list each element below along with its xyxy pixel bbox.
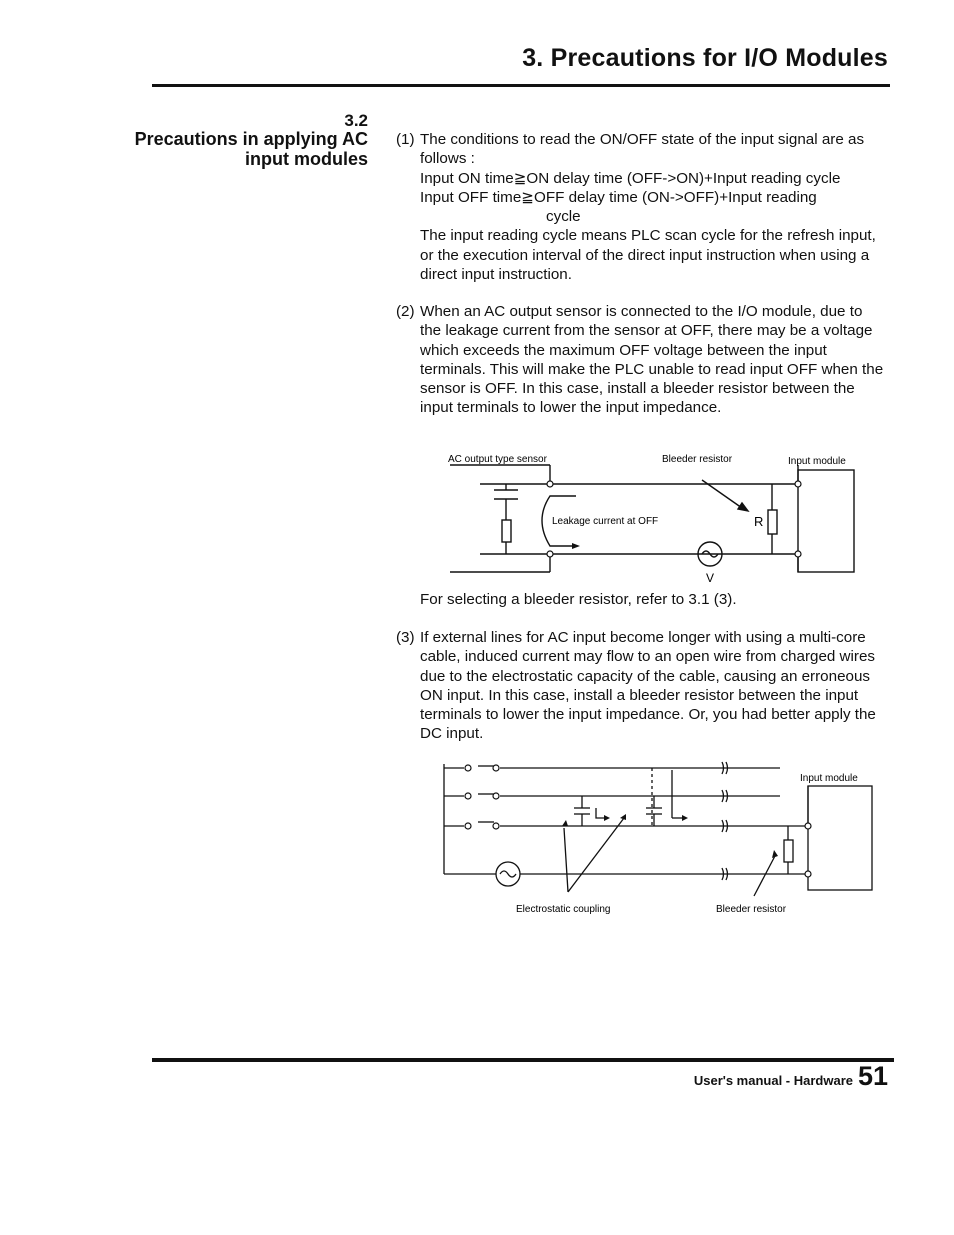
item-2: [396, 302, 886, 418]
leakage-label: Leakage current at OFF: [552, 516, 659, 527]
item-3: [396, 628, 886, 744]
item-number: (1): [396, 131, 415, 148]
electrostatic-coupling-diagram: [436, 756, 880, 920]
bleeder-label: Bleeder resistor: [662, 454, 733, 465]
coupling-label: Electrostatic coupling: [516, 904, 611, 915]
page-number: 51: [857, 1061, 888, 1091]
v-label: V: [706, 571, 715, 585]
bleeder-label-2: Bleeder resistor: [716, 904, 787, 915]
module-label-2: Input module: [800, 773, 858, 784]
footer-rule: [152, 1058, 894, 1062]
reference-text: For selecting a bleeder resistor, refer to 3.1 (3).: [420, 591, 737, 608]
leakage-circuit-diagram: [440, 448, 870, 588]
footer-label: User's manual - Hardware: [693, 1073, 853, 1088]
r-label: R: [754, 514, 764, 529]
item-number: (2): [396, 303, 415, 320]
header-rule: [152, 84, 890, 87]
item-1-note: The input reading cycle means PLC scan cycle for the refresh input, or the execution interval of the direct input instruction when using a direct input instruction.: [420, 227, 876, 284]
item-1: [396, 130, 886, 284]
sensor-label: AC output type sensor: [448, 454, 547, 465]
item-1-off-condition-cont: cycle: [546, 208, 581, 226]
chapter-title: 3. Precautions for I/O Modules: [522, 44, 888, 72]
item-2-text: When an AC output sensor is connected to the I/O module, due to the leakage current from the sensor at OFF, there may be a voltage which exceeds the maximum OFF voltage between the input terminals. This will make the PLC unable to read input OFF when the sensor is OFF. In this case, install a bleeder resistor between the input terminals to lower the input impedance.: [420, 303, 884, 417]
item-3-text: If external lines for AC input become longer with using a multi-core cable, induced current may flow to an open wire from charged wires due to the electrostatic capacity of the cable, causing an erroneous ON input. In this case, install a bleeder resistor between the input terminals to lower the input impedance. Or, you had better apply the DC input.: [420, 629, 876, 743]
section-title: Precautions in applying AC input modules: [134, 129, 368, 169]
item-1-off-condition: Input OFF time≧OFF delay time (ON->OFF)+Input reading: [420, 188, 817, 206]
section-number: 3.2: [344, 111, 368, 130]
item-number: (3): [396, 629, 415, 646]
item-1-on-condition: Input ON time≧ON delay time (OFF->ON)+Input reading cycle: [420, 169, 841, 187]
item-1-intro: The conditions to read the ON/OFF state of the input signal are as follows :: [420, 131, 865, 168]
module-label: Input module: [788, 456, 846, 467]
